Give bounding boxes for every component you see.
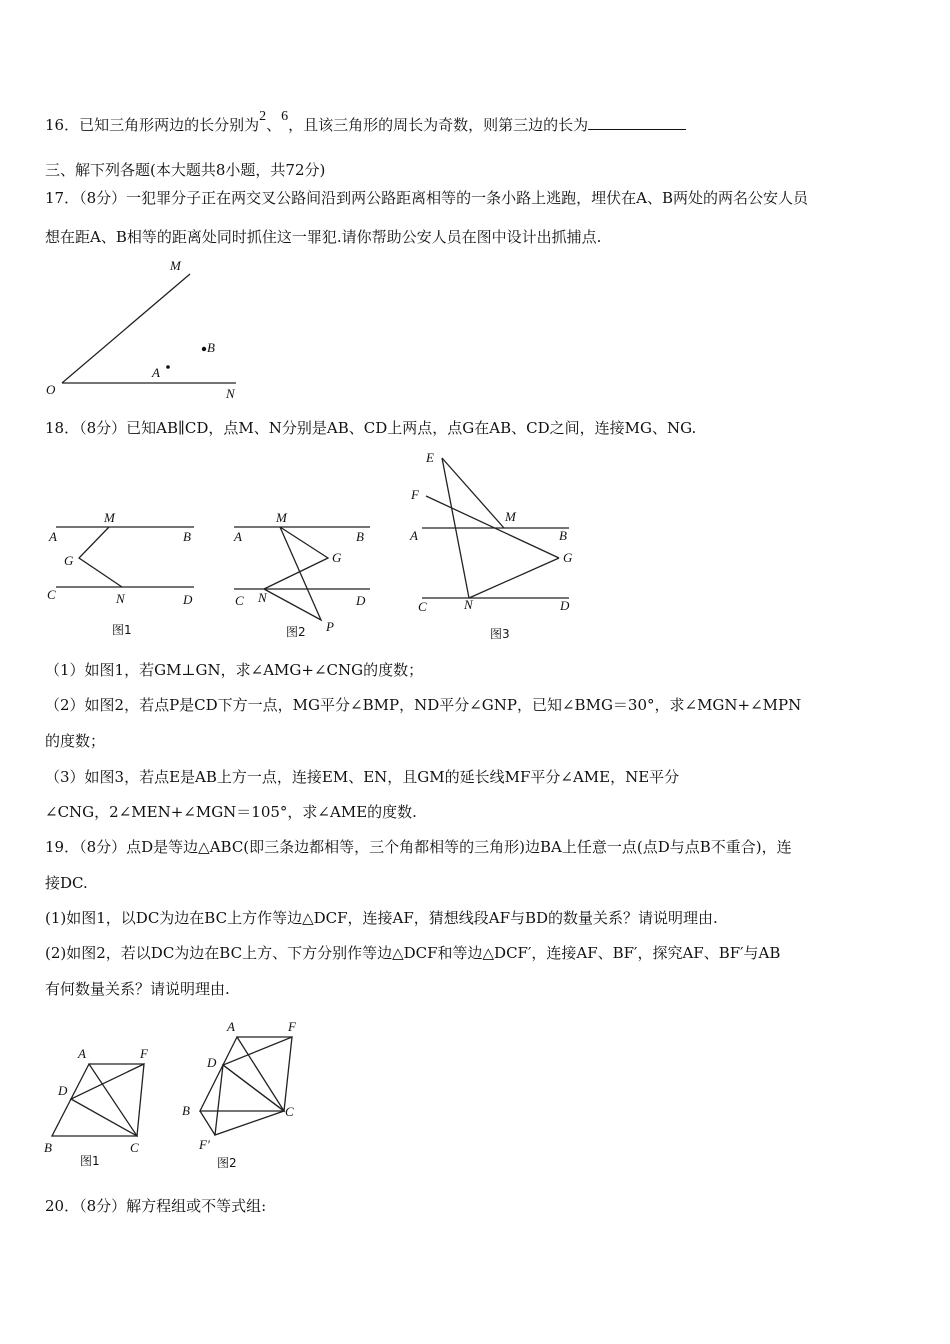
fig2-triangle-dcf [223, 1037, 292, 1111]
question-16 [45, 109, 686, 137]
q19-figure-1 [40, 1040, 170, 1175]
fig1-label-g: G [64, 553, 74, 568]
q19-fig2-label-f: F [288, 1019, 296, 1034]
fig2-label-g: G [332, 550, 342, 565]
fig1-label-c: C [47, 587, 56, 602]
q18-intro: 18．（8分）已知AB∥CD，点M、N分别是AB、CD上两点，点G在AB、CD之间，连接MG、NG. [45, 419, 697, 437]
q19-fig2-label-f-prime: F′ [199, 1137, 210, 1152]
fig2-path-mpn [264, 527, 321, 620]
fig2-seg-bf-prime [200, 1111, 215, 1135]
fig3-label-g: G [563, 550, 573, 565]
fig1-caption: 图1 [112, 623, 132, 637]
q17-label-a: A [152, 365, 160, 380]
q18-part-1: （1）如图1，若GM⊥GN，求∠AMG+∠CNG的度数； [45, 661, 424, 679]
fig2-triangle-abc [200, 1037, 284, 1111]
fig3-label-n: N [464, 597, 473, 612]
q19-fig2-caption: 图2 [217, 1156, 237, 1170]
q16-answer-blank [588, 115, 686, 130]
fig1-label-d: D [183, 592, 193, 607]
fig3-label-d: D [560, 598, 570, 613]
fig2-triangle-dcf-prime [215, 1065, 284, 1135]
fig3-label-f: F [411, 487, 419, 502]
fig2-label-n: N [258, 590, 267, 605]
q19-fig1-label-d: D [58, 1083, 68, 1098]
q18-figure-3 [404, 448, 589, 648]
q19-fig2-label-c: C [285, 1104, 294, 1119]
q16-separator: 、 [266, 116, 282, 134]
fig2-label-m: M [276, 510, 287, 525]
q19-fig2-label-b: B [182, 1103, 190, 1118]
q17-point-b [202, 347, 206, 351]
fig3-label-b: B [559, 528, 567, 543]
fig2-path-mgn [264, 527, 328, 589]
fig2-label-b: B [356, 529, 364, 544]
q17-figure [40, 252, 250, 402]
q19-fig1-label-f: F [140, 1046, 148, 1061]
q18-part-2a: （2）如图2，若点P是CD下方一点，MG平分∠BMP，ND平分∠GNP，已知∠BMG＝30°，求∠MGN+∠MPN [45, 696, 802, 714]
q19-figure-2 [175, 1015, 315, 1175]
q19-part-1: (1)如图1，以DC为边在BC上方作等边△DCF，连接AF，猜想线段AF与BD的数量关系？请说明理由. [45, 909, 718, 927]
q17-label-n: N [226, 386, 235, 401]
fig1-triangle-abc [52, 1064, 137, 1136]
section-3-title: 三、解下列各题(本大题共8小题，共72分) [45, 161, 326, 179]
q16-value-2: 6 [281, 109, 289, 124]
fig2-label-d: D [356, 593, 366, 608]
fig1-label-b: B [183, 529, 191, 544]
q19-line-1: 19．（8分）点D是等边△ABC(即三条边都相等，三个角都相等的三角形)边BA上任意一点(点D与点B不重合)，连 [45, 838, 792, 856]
q17-line-1: 17．（8分）一犯罪分子正在两交叉公路间沿到两公路距离相等的一条小路上逃跑，埋伏在A、B两处的两名公安人员 [45, 189, 808, 207]
fig3-label-c: C [418, 599, 427, 614]
q20-line-1: 20．（8分）解方程组或不等式组: [45, 1197, 267, 1215]
fig2-label-a: A [234, 529, 242, 544]
q17-ray-om [62, 274, 190, 383]
fig1-label-m: M [104, 510, 115, 525]
fig3-label-e: E [426, 450, 434, 465]
fig2-label-c: C [235, 593, 244, 608]
q19-part-2b: 有何数量关系？请说明理由. [45, 980, 230, 998]
q18-part-3a: （3）如图3，若点E是AB上方一点，连接EM、EN，且GM的延长线MF平分∠AME，NE平分 [45, 768, 680, 786]
fig1-label-n: N [116, 591, 125, 606]
q17-label-o: O [46, 382, 56, 397]
fig1-label-a: A [49, 529, 57, 544]
fig1-triangle-dcf [71, 1064, 144, 1136]
fig1-path-mgn [79, 527, 122, 587]
q19-part-2a: (2)如图2，若以DC为边在BC上方、下方分别作等边△DCF和等边△DCF′，连接AF、BF′，探究AF、BF′与AB [45, 944, 781, 962]
q17-label-b: B [207, 340, 215, 355]
q19-line-2: 接DC. [45, 874, 88, 892]
q18-figure-2 [228, 505, 378, 645]
q17-line-2: 想在距A、B相等的距离处同时抓住这一罪犯.请你帮助公安人员在图中设计出抓捕点. [45, 228, 602, 246]
fig3-seg-gn [469, 558, 559, 598]
q17-label-m: M [170, 258, 181, 273]
q19-fig1-caption: 图1 [80, 1154, 100, 1168]
q19-fig2-label-a: A [227, 1019, 235, 1034]
q16-value-1: 2 [259, 109, 267, 124]
q18-figure-1 [44, 505, 204, 645]
q19-fig1-label-a: A [78, 1046, 86, 1061]
fig2-caption: 图2 [286, 625, 306, 639]
fig2-label-p: P [326, 619, 334, 634]
q19-fig1-label-b: B [44, 1140, 52, 1155]
q16-prefix: 16．已知三角形两边的长分别为 [45, 116, 260, 134]
q18-part-2b: 的度数； [45, 732, 106, 750]
fig3-label-m: M [505, 509, 516, 524]
q17-point-a [166, 365, 170, 369]
fig3-caption: 图3 [490, 627, 510, 641]
q19-fig2-label-d: D [207, 1055, 217, 1070]
q18-part-3b: ∠CNG，2∠MEN+∠MGN＝105°，求∠AME的度数. [45, 803, 417, 821]
q16-suffix: ，且该三角形的周长为奇数，则第三边的长为 [288, 116, 589, 134]
fig3-seg-fg [426, 496, 559, 558]
q19-fig1-label-c: C [130, 1140, 139, 1155]
fig3-label-a: A [410, 528, 418, 543]
